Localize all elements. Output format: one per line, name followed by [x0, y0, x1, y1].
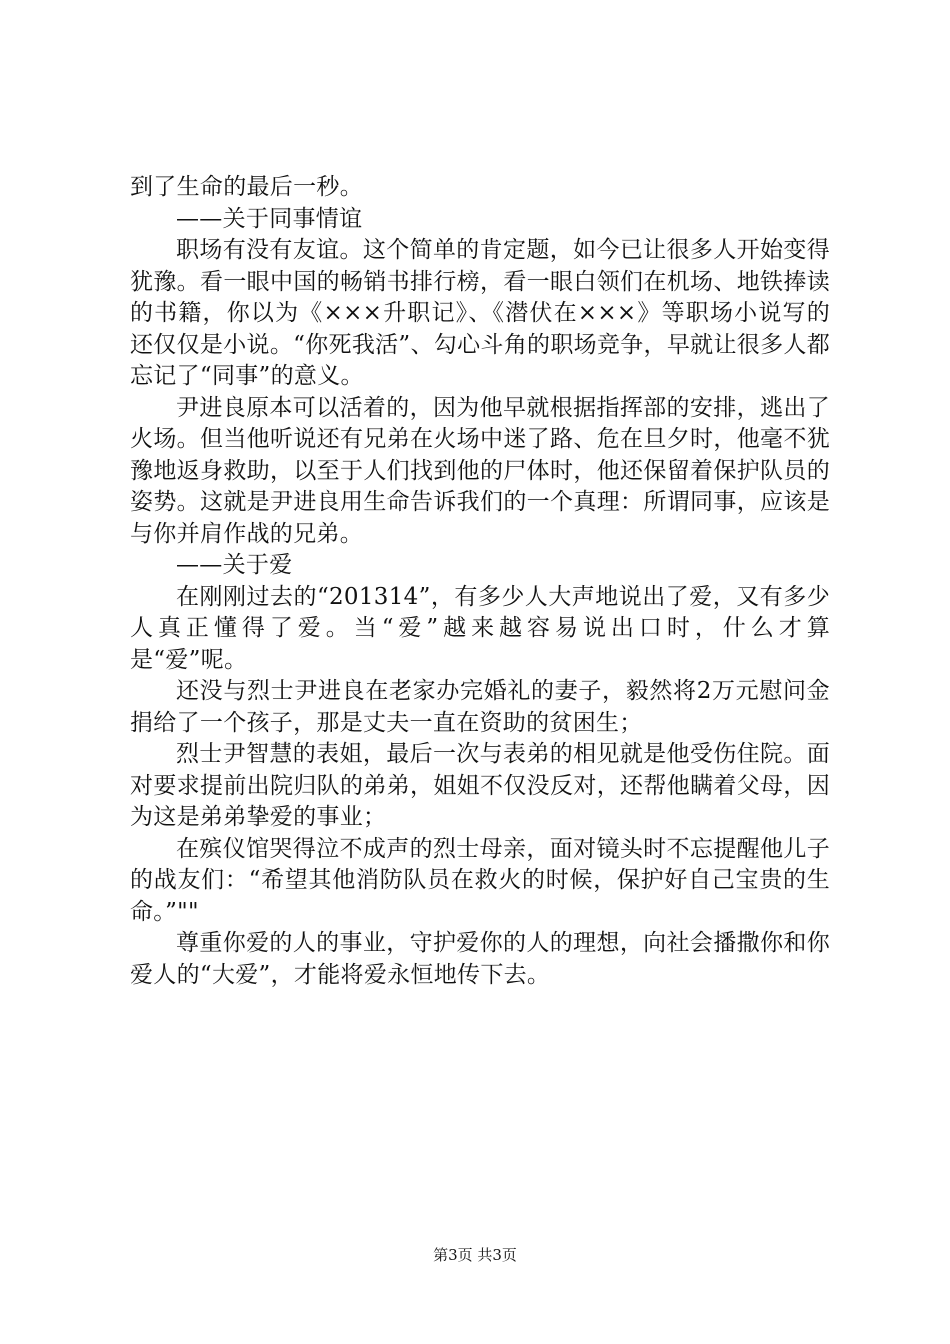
- paragraph: 在殡仪馆哭得泣不成声的烈士母亲，面对镜头时不忘提醒他儿子的战友们：“希望其他消防队员在救火的时候，保护好自己宝贵的生命。”"": [130, 835, 830, 925]
- paragraph: 烈士尹智慧的表姐，最后一次与表弟的相见就是他受伤住院。面对要求提前出院归队的弟弟，姐姐不仅没反对，还帮他瞒着父母，因为这是弟弟挚爱的事业；: [130, 741, 830, 830]
- document-body: [130, 172, 830, 991]
- paragraph: 到了生命的最后一秒。: [130, 174, 363, 200]
- paragraph: 尊重你爱的人的事业，守护爱你的人的理想，向社会播撒你和你爱人的“大爱”，才能将爱永恒地传下去。: [130, 930, 830, 988]
- page-number-footer: 第3页 共3页: [433, 1246, 517, 1264]
- paragraph: 在刚刚过去的“201314”，有多少人大声地说出了爱，又有多少人真正懂得了爱。当“爱”越来越容易说出口时，什么才算是“爱”呢。: [130, 583, 830, 673]
- paragraph: 还没与烈士尹进良在老家办完婚礼的妻子，毅然将2万元慰问金捐给了一个孩子，那是丈夫一直在资助的贫困生；: [130, 678, 830, 736]
- section-heading: ——关于同事情谊: [176, 205, 363, 232]
- paragraph: 职场有没有友谊。这个简单的肯定题，如今已让很多人开始变得犹豫。看一眼中国的畅销书排行榜，看一眼白领们在机场、地铁捧读的书籍，你以为《×××升职记》、《潜伏在×××》等职场小说写的还仅仅是小说。“你死我活”、勾心斗角的职场竞争，早就让很多人都忘记了“同事”的意义。: [130, 237, 830, 389]
- section-heading: ——关于爱: [176, 552, 293, 578]
- paragraph: 尹进良原本可以活着的，因为他早就根据指挥部的安排，逃出了火场。但当他听说还有兄弟在火场中迷了路、危在旦夕时，他毫不犹豫地返身救助，以至于人们找到他的尸体时，他还保留着保护队员的姿势。这就是尹进良用生命告诉我们的一个真理：所谓同事，应该是与你并肩作战的兄弟。: [130, 394, 830, 547]
